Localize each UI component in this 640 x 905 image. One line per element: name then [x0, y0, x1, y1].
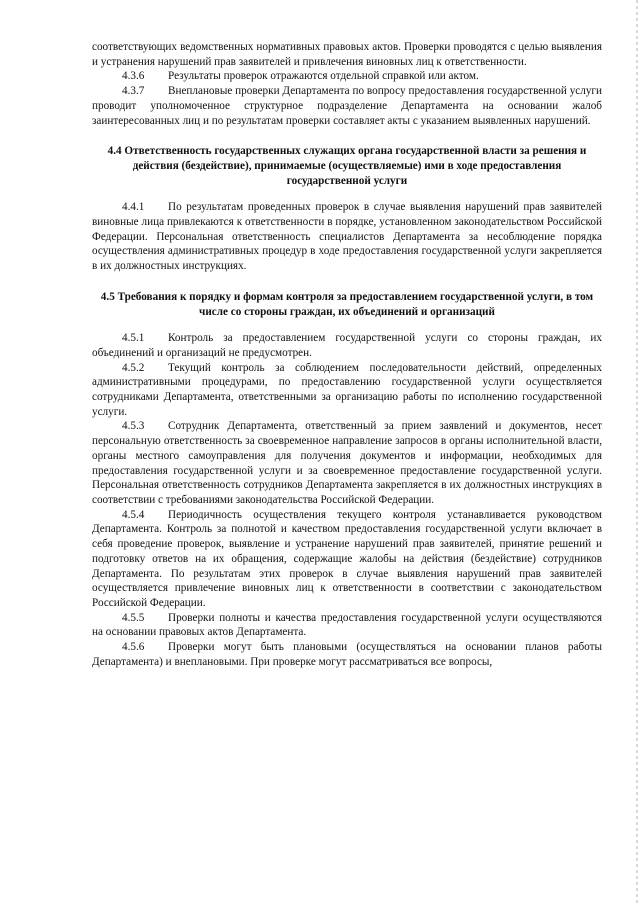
- clause-text: Внеплановые проверки Департамента по вопросу предоставления государственной услуги проводит уполномоченное структурное подразделение Департамента на основании жалоб заинтересованных лиц и по результатам проверки составляет акты с указанием выявленных нарушений.: [92, 85, 602, 127]
- spacer: [92, 128, 602, 144]
- clause-number: 4.5.6: [122, 641, 145, 654]
- intro-paragraph: соответствующих ведомственных нормативных правовых актов. Проверки проводятся с целью выявления и устранения нарушений прав заявителей и привлечения виновных лиц к ответственности.: [92, 41, 602, 68]
- section-heading-4-5: 4.5 Требования к порядку и формам контроля за предоставлением государственной услуги, в том числе со стороны граждан, их объединений и организаций: [100, 290, 594, 318]
- clause-number: 4.5.5: [122, 611, 145, 624]
- clause-4-5-1: [92, 331, 602, 360]
- clause-number: 4.5.2: [122, 361, 145, 374]
- clause-4-5-5: [92, 611, 602, 640]
- clause-number: 4.4.1: [122, 201, 145, 214]
- spacer: [92, 319, 602, 331]
- clause-number: 4.5.4: [122, 508, 145, 521]
- clause-4-5-4: [92, 508, 602, 611]
- clause-4-3-6: [92, 69, 602, 84]
- clause-text: Проверки полноты и качества предоставления государственной услуги осуществляются на основании правовых актов Департамента.: [92, 611, 602, 639]
- clause-number: 4.3.6: [122, 70, 145, 83]
- clause-4-4-1: [92, 200, 602, 274]
- spacer: [92, 274, 602, 290]
- clause-4-5-3: [92, 419, 602, 507]
- clause-text: Результаты проверок отражаются отдельной справкой или актом.: [168, 70, 479, 83]
- clause-number: 4.3.7: [122, 85, 145, 98]
- clause-text: Проверки могут быть плановыми (осуществляться на основании планов работы Департамента) и внеплановыми. При проверке могут рассматриваться все вопросы,: [92, 641, 602, 668]
- clause-4-3-7: [92, 84, 602, 128]
- section-heading-4-4: 4.4 Ответственность государственных служащих органа государственной власти за решения и действия (бездействие), принимаемые (осуществляемые) ими в ходе предоставления государственной услуги: [107, 145, 587, 187]
- document-page: [92, 40, 602, 669]
- clause-4-5-2: [92, 361, 602, 420]
- spacer: [92, 188, 602, 200]
- clause-text: Периодичность осуществления текущего контроля устанавливается руководством Департамента. Контроль за полнотой и качеством предоставления государственной услуги включает в себя проведение проверок, выявление и устранение нарушений прав заявителей, принятие решений и подготовку ответов на их обращения, содержащие жалобы на действия (бездействие) сотрудников Департамента. По результатам этих проверок в случае выявления нарушений прав заявителей осуществляется привлечение виновных лиц к ответственности в соответствии с законодательством Российской Федерации.: [92, 508, 602, 609]
- clause-text: Контроль за предоставлением государственной услуги со стороны граждан, их объединений и организаций не предусмотрен.: [92, 332, 602, 359]
- clause-text: По результатам проведенных проверок в случае выявления нарушений прав заявителей виновные лица привлекаются к ответственности в порядке, установленном законодательством Российской Федерации. Персональная ответственность специалистов Департамента за несоблюдение порядка осуществления административных процедур в ходе предоставления государственной услуги закрепляется в их должностных инструкциях.: [92, 201, 602, 273]
- clause-number: 4.5.1: [122, 332, 145, 345]
- clause-4-5-6: [92, 640, 602, 669]
- clause-number: 4.5.3: [122, 420, 145, 433]
- clause-text: Сотрудник Департамента, ответственный за прием заявлений и документов, несет персональную ответственность за своевременное направление запросов в органы исполнительной власти, органы местного самоуправления для получения документов и информации, необходимых для предоставления государственной услуги и за своевременное предоставление государственной услуги. Персональная ответственность сотрудников Департамента закрепляется в их должностных инструкциях в соответствии с требованиями законодательства Российской Федерации.: [92, 420, 602, 506]
- scan-edge-divider: [636, 0, 638, 905]
- clause-text: Текущий контроль за соблюдением последовательности действий, определенных административными процедурами, по предоставлению государственной услуги осуществляется сотрудниками Департамента, ответственными за организацию работы по исполнению государственной услуги.: [92, 361, 602, 418]
